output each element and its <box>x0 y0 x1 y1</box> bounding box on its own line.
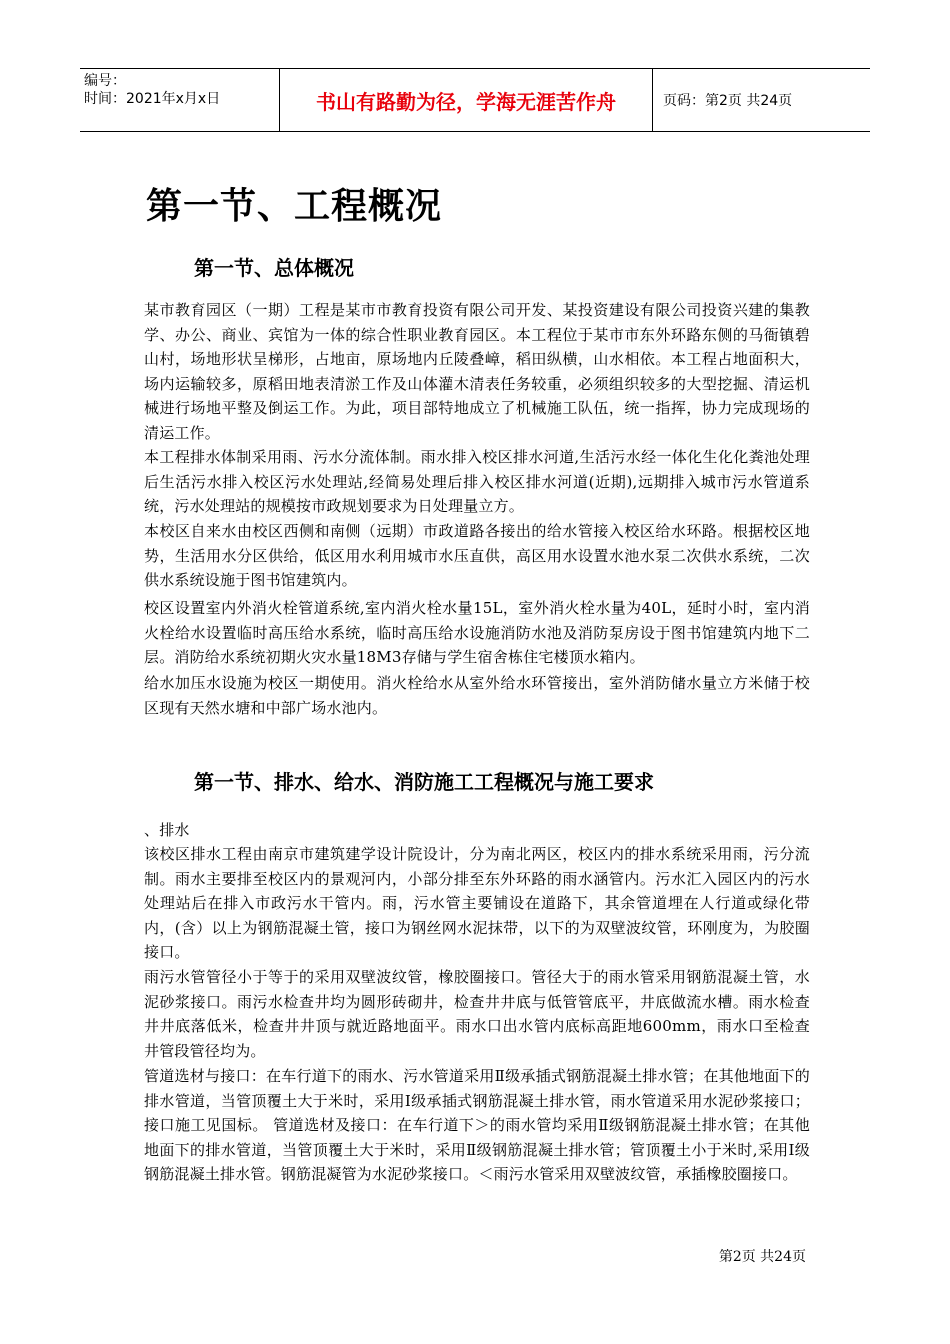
section-heading-drainage: 第一节、排水、给水、消防施工工程概况与施工要求 <box>194 770 654 794</box>
header-motto: 书山有路勤为径，学海无涯苦作舟 <box>280 69 653 131</box>
paragraph: 某市教育园区（一期）工程是某市市教育投资有限公司开发、某投资建设有限公司投资兴建的集教学、办公、商业、宾馆为一体的综合性职业教育园区。本工程位于某市市东外环路东侧的马衙镇碧山村，场地形状呈梯形，占地亩，原场地内丘陵叠嶂，稻田纵横，山水相依。本工程占地面积大，场内运输较多，原稻田地表清淤工作及山体灌木清表任务较重，必须组织较多的大型挖掘、清运机械进行场地平整及倒运工作。为此，项目部特地成立了机械施工队伍，统一指挥，协力完成现场的清运工作。 <box>144 301 810 442</box>
paragraph: 管道选材与接口：在车行道下的雨水、污水管道采用Ⅱ级承插式钢筋混凝土排水管；在其他地面下的排水管道，当管顶覆土大于米时，采用Ⅰ级承插式钢筋混凝土排水管，雨水管道采用水泥砂浆接口；接口施工见国标。 管道选材及接口：在车行道下＞的雨水管均采用Ⅱ级钢筋混凝土排水管；在其他地面下的排水管道，当管顶覆土大于米时，采用Ⅱ级钢筋混凝土排水管；管顶覆土小于米时,采用Ⅰ级钢筋混凝土排水管。钢筋混凝管为水泥砂浆接口。＜雨污水管采用双壁波纹管，承插橡胶圈接口。 <box>144 1067 810 1183</box>
page-header <box>80 68 870 132</box>
paragraph: 本工程排水体制采用雨、污水分流体制。雨水排入校区排水河道,生活污水经一体化生化化粪池处理后生活污水排入校区污水处理站,经简易处理后排入校区排水河道(近期),远期排入城市污水管道系统，污水处理站的规模按市政规划要求为日处理量立方。 <box>144 448 810 515</box>
number-label: 编号： <box>84 73 126 89</box>
header-meta <box>80 69 280 131</box>
section-heading-overview: 第一节、总体概况 <box>194 256 354 280</box>
paragraph: 给水加压水设施为校区一期使用。消火栓给水从室外给水环管接出，室外消防储水量立方米储于校区现有天然水塘和中部广场水池内。 <box>144 674 810 717</box>
paragraph: 本校区自来水由校区西侧和南侧（远期）市政道路各接出的给水管接入校区给水环路。根据校区地势，生活用水分区供给，低区用水利用城市水压直供，高区用水设置水池水泵二次供水系统，二次供水系统设施于图书馆建筑内。 <box>144 522 810 589</box>
paragraph: 、排水 <box>144 821 190 839</box>
paragraph: 校区设置室内外消火栓管道系统,室内消火栓水量15L，室外消火栓水量为40L，延时小时，室内消火栓给水设置临时高压给水系统，临时高压给水设施消防水池及消防泵房设于图书馆建筑内地下二层。消防给水系统初期火灾水量18M3存储与学生宿舍栋住宅楼顶水箱内。 <box>144 599 810 666</box>
date-label: 时间：2021年x月x日 <box>84 91 221 107</box>
chapter-title: 第一节、工程概况 <box>146 186 443 227</box>
paragraph: 该校区排水工程由南京市建筑建学设计院设计，分为南北两区，校区内的排水系统采用雨，污分流制。雨水主要排至校区内的景观河内，小部分排至东外环路的雨水涵管内。污水汇入园区内的污水处理站后在排入市政污水干管内。雨，污水管主要铺设在道路下，其余管道埋在人行道或绿化带内，(含）以上为钢筋混凝土管，接口为钢丝网水泥抹带，以下的为双壁波纹管，环刚度为，为胶圈接口。 <box>144 845 810 961</box>
header-page-number: 页码：第2页 共24页 <box>663 93 793 109</box>
paragraph: 雨污水管管径小于等于的采用双壁波纹管，橡胶圈接口。管径大于的雨水管采用钢筋混凝土管，水泥砂浆接口。雨污水检查井均为圆形砖砌井，检查井井底与低管管底平，井底做流水槽。雨水检查井井底落低米，检查井井顶与就近路地面平。雨水口出水管内底标高距地600mm，雨水口至检查井管段管径均为。 <box>144 968 810 1060</box>
page-footer: 第2页 共24页 <box>718 1249 806 1265</box>
